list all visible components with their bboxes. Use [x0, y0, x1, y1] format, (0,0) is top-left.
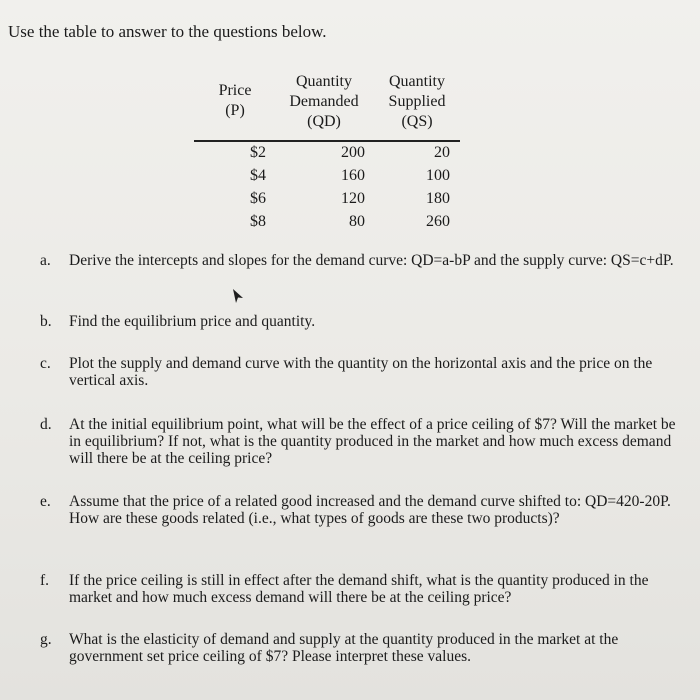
- cell-quantity-supplied: 180: [426, 190, 450, 207]
- cell-price: $6: [250, 190, 266, 207]
- cell-price: $4: [250, 167, 266, 184]
- cell-quantity-demanded: 80: [349, 213, 365, 230]
- cell-price: $8: [250, 213, 266, 230]
- question-letter: f.: [40, 572, 50, 589]
- cell-price: $2: [250, 144, 266, 161]
- header-quantity-supplied: Quantity Supplied (QS): [388, 73, 446, 130]
- question-letter: e.: [40, 493, 51, 510]
- question-letter: g.: [40, 631, 52, 648]
- cell-quantity-demanded: 200: [341, 144, 365, 161]
- question-a: [40, 252, 685, 269]
- question-text: Plot the supply and demand curve with the quantity on the horizontal axis and the price on the vertical axis.: [69, 355, 653, 389]
- question-text: Find the equilibrium price and quantity.: [69, 313, 316, 330]
- question-text: At the initial equilibrium point, what will be the effect of a price ceiling of $7? Will the market be in equilibrium? If not, what is the quantity produced in the market and how much excess demand will there be at the ceiling price?: [69, 416, 676, 467]
- question-letter: a.: [40, 252, 51, 269]
- question-text: Assume that the price of a related good increased and the demand curve shifted to: QD=420-20P. How are these goods related (i.e., what types of goods are these two products)?: [69, 493, 671, 527]
- instruction-text: Use the table to answer to the questions below.: [8, 22, 327, 41]
- cell-quantity-demanded: 120: [341, 190, 365, 207]
- question-letter: b.: [40, 313, 52, 330]
- question-g: [40, 631, 685, 665]
- question-c: [40, 355, 685, 389]
- header-quantity-demanded: Quantity Demanded (QD): [289, 73, 359, 130]
- cell-quantity-supplied: 100: [426, 167, 450, 184]
- header-price: Price (P): [218, 82, 252, 119]
- mouse-pointer-icon: [229, 286, 247, 306]
- question-d: [40, 416, 685, 467]
- question-text: What is the elasticity of demand and supply at the quantity produced in the market at the government set price ceiling of $7? Please interpret these values.: [69, 631, 619, 665]
- cell-quantity-supplied: 260: [426, 213, 450, 230]
- cell-quantity-supplied: 20: [434, 144, 450, 161]
- question-text: Derive the intercepts and slopes for the demand curve: QD=a-bP and the supply curve: QS=c+dP.: [69, 252, 674, 269]
- question-e: [40, 493, 685, 527]
- question-text: If the price ceiling is still in effect after the demand shift, what is the quantity produced in the market and how much excess demand will there be at the ceiling price?: [69, 572, 649, 606]
- header-rule: [194, 140, 460, 142]
- question-b: [40, 313, 685, 330]
- cell-quantity-demanded: 160: [341, 167, 365, 184]
- question-letter: c.: [40, 355, 51, 372]
- question-letter: d.: [40, 416, 52, 433]
- question-f: [40, 572, 685, 606]
